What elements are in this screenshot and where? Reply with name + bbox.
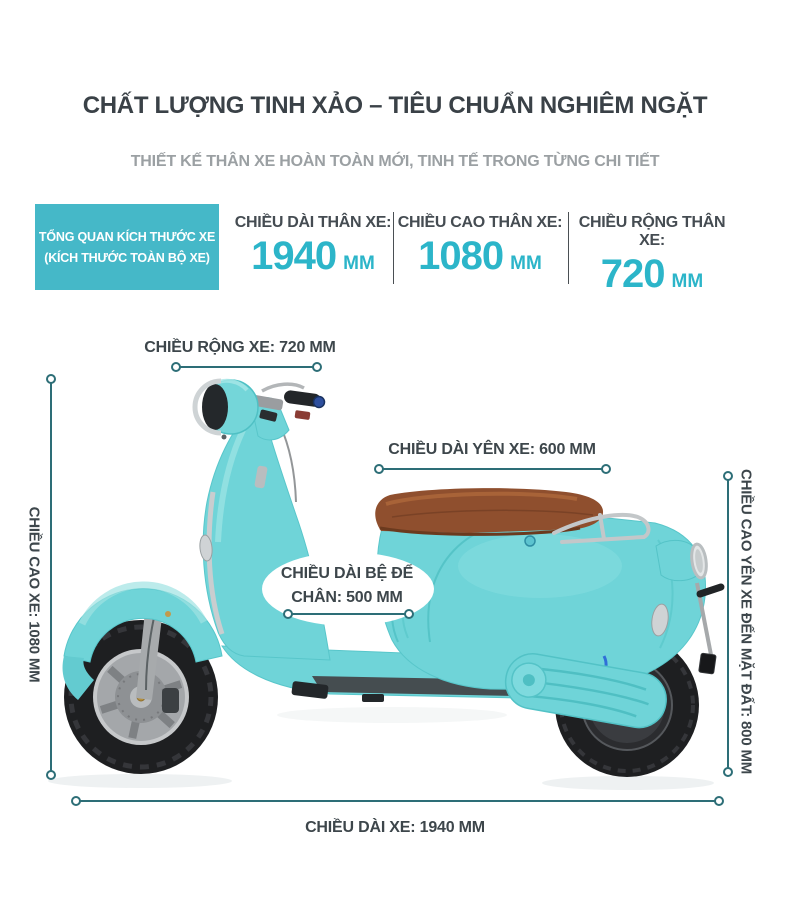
handlebar [250,384,324,440]
seat-length-measure-line [378,468,607,470]
overview-box-line2: (KÍCH THƯỚC TOÀN BỘ XE) [44,250,210,265]
taillight [656,540,708,580]
spec-value: 1940 [251,234,337,278]
page-title: CHẤT LƯỢNG TINH XẢO – TIÊU CHUẨN NGHIÊM NGẶT [82,92,708,119]
seat-height-measure-line [727,475,729,773]
spec-unit: MM [510,253,542,274]
spec-unit: MM [671,271,704,292]
spec-value: 1080 [418,234,504,278]
footrest-measure-line [287,613,410,615]
length-dimension-label: CHIỀU DÀI XE: 1940 MM [305,819,485,836]
page-subtitle: THIẾT KẾ THÂN XE HOÀN TOÀN MỚI, TINH TẾ TRONG TỪNG CHI TIẾT [130,153,660,170]
seat-length-dimension-label: CHIỀU DÀI YÊN XE: 600 MM [388,441,596,458]
seat-height-dimension-label: CHIỀU CAO YÊN XE ĐẾN MẶT ĐẤT: 800 MM [737,468,755,775]
overview-box-line1: TỔNG QUAN KÍCH THƯỚC XE [38,229,216,244]
spec-value: 720 [600,252,665,296]
footrest-dimension-label-line2: CHÂN: 500 MM [291,589,403,606]
spec-label: CHIỀU CAO THÂN XE: [397,214,563,231]
length-measure-line [75,800,720,802]
width-measure-line [175,366,318,368]
spec-label: CHIỀU RỘNG THÂN XE: [578,214,726,249]
footrest-dimension-label-line1: CHIỀU DÀI BỆ ĐỂ [280,565,414,582]
rear-fittings [697,583,721,674]
width-dimension-label: CHIỀU RỘNG XE: 720 MM [144,339,336,356]
height-measure-line [50,378,52,776]
height-dimension-label: CHIỀU CAO XE: 1080 MM [25,506,43,683]
spec-label: CHIỀU DÀI THÂN XE: [234,214,392,231]
spec-unit: MM [343,253,375,274]
